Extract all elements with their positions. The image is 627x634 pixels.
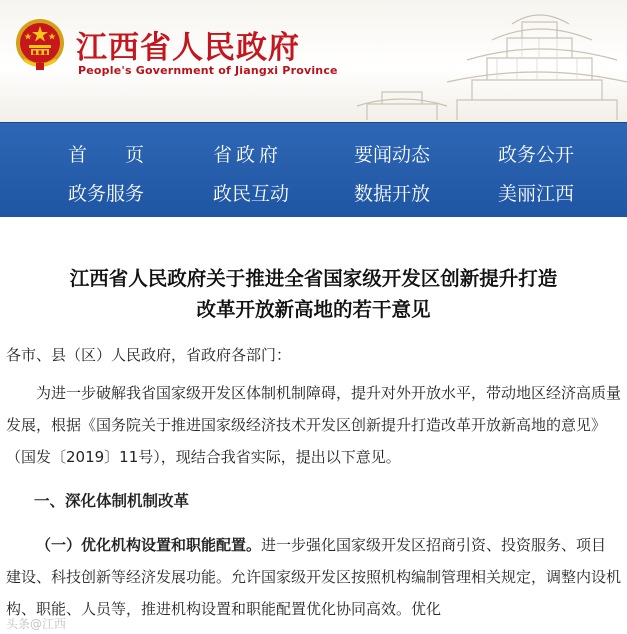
article-title <box>6 263 621 325</box>
nav-open-data[interactable]: 数据开放 <box>354 183 431 205</box>
site-title[interactable]: 江西省人民政府 <box>76 30 300 66</box>
tengwang-pavilion-illustration <box>307 0 627 122</box>
national-emblem-icon <box>14 16 66 72</box>
subsection-body: 进一步强化国家级开发区招商引资、投资服务、项目建设、科技创新等经济发展功能。允许国家级开发区按照机构编制管理相关规定，调整内设机构、职能、人员等，推进机构设置和职能配置优化协同高效。优化 <box>6 536 622 618</box>
nav-government-affairs-disclosure[interactable]: 政务公开 <box>498 144 575 166</box>
article-paragraph <box>0 529 627 625</box>
article-title-line-2: 改革开放新高地的若干意见 <box>196 298 431 321</box>
subsection-heading: （一）优化机构设置和职能配置。 <box>36 536 262 554</box>
site-header <box>0 0 627 122</box>
article-title-line-1: 江西省人民政府关于推进全省国家级开发区创新提升打造 <box>69 267 558 290</box>
nav-provincial-government[interactable]: 省政府 <box>213 144 283 166</box>
article-intro-paragraph: 为进一步破解我省国家级开发区体制机制障碍，提升对外开放水平，带动地区经济高质量发展，根据《国务院关于推进国家级经济技术开发区创新提升打造改革开放新高地的意见》（国发〔2019〕11号），现结合我省实际，提出以下意见。 <box>6 384 622 466</box>
watermark: 头条@江西 <box>6 617 67 631</box>
main-nav <box>0 122 627 217</box>
site-subtitle-en: People's Government of Jiangxi Province <box>78 64 338 77</box>
nav-home[interactable]: 首 页 <box>68 144 161 166</box>
nav-news[interactable]: 要闻动态 <box>354 144 431 166</box>
article <box>0 216 627 625</box>
nav-beautiful-jiangxi[interactable]: 美丽江西 <box>498 183 575 205</box>
nav-government-services[interactable]: 政务服务 <box>68 183 145 205</box>
article-salutation: 各市、县（区）人民政府，省政府各部门： <box>6 346 292 364</box>
section-heading: 一、深化体制机制改革 <box>34 492 190 510</box>
nav-public-interaction[interactable]: 政民互动 <box>213 183 290 205</box>
